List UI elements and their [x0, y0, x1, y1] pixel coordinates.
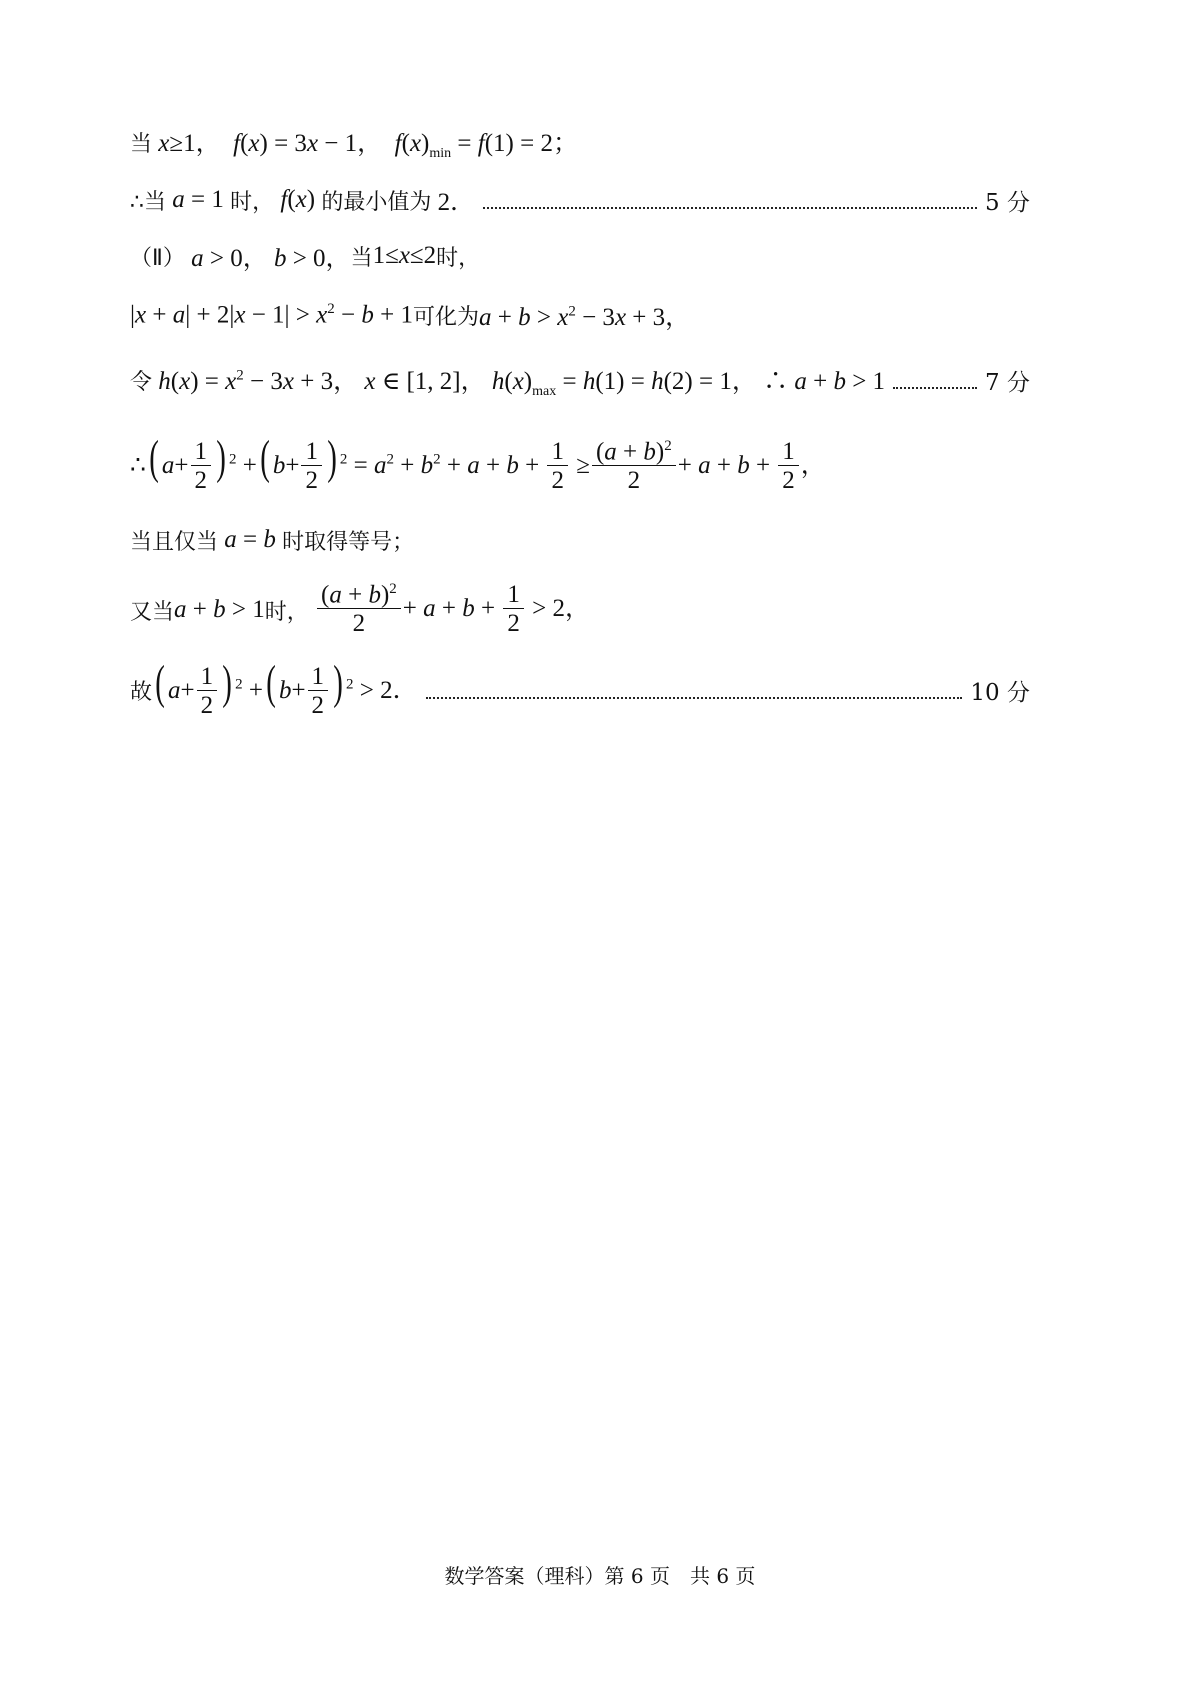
line-define-h: 令 $h(x) = x^2 - 3x + 3$， x ∈ [1, 2]， $h(x)_{max} = h(1) = h(2) = 1$， ∴ a + b > 1 7 分 — [130, 350, 1030, 410]
score-label: 7 分 — [985, 369, 1030, 396]
line-inequality-transform: $|x + a| + 2|x - 1| > x^2 - b + 1$ 可化为 $a + b > x^2 - 3x + 3$， — [130, 300, 691, 331]
line-bound-greater-than-two: 又当 a + b > 1 时， $\frac{(a + b)^2}{2}$ + a + b + $\frac{1}{2}$ > 2， — [130, 580, 590, 638]
line-square-sum-expansion: ∴( a+ $\frac{1}{2}$ ) $^2$ +( b+ $\frac{1}{2}$ ) $^2 = a^2 + b^2 + a + b$ + $\frac{1}{2}$ ≥ $\frac{(a + b)^2}{2}$ + a + b + $\frac{1}{2}$ ， — [130, 430, 826, 495]
score-label: 5 分 — [985, 189, 1030, 216]
line-minimum-value: ∴当 a = 1 时， f(x) 的最小值为 2． 5 分 — [130, 170, 1030, 230]
page-footer: 数学答案（理科）第 6 页 共 6 页 — [444, 1564, 756, 1588]
line-case-x-ge-1: 当 x≥1， f(x) = 3x − 1， $f(x)_{min} = f(1) = 2$； — [130, 129, 578, 161]
line-part-two: （Ⅱ） a > 0， b > 0， 当 1≤x≤2 时， — [130, 242, 481, 272]
line-conclusion: 故 ( a+ $\frac{1}{2}$ ) $^2$ +( b+ $\frac{1}{2}$ ) $^2$ > 2． 10 分 — [130, 655, 1030, 720]
line-equality-condition: 当且仅当 a = b 时取得等号； — [130, 526, 415, 555]
dot-leader — [893, 387, 977, 389]
score-label: 10 分 — [970, 679, 1030, 706]
dot-leader — [426, 697, 963, 699]
dot-leader — [483, 207, 977, 209]
